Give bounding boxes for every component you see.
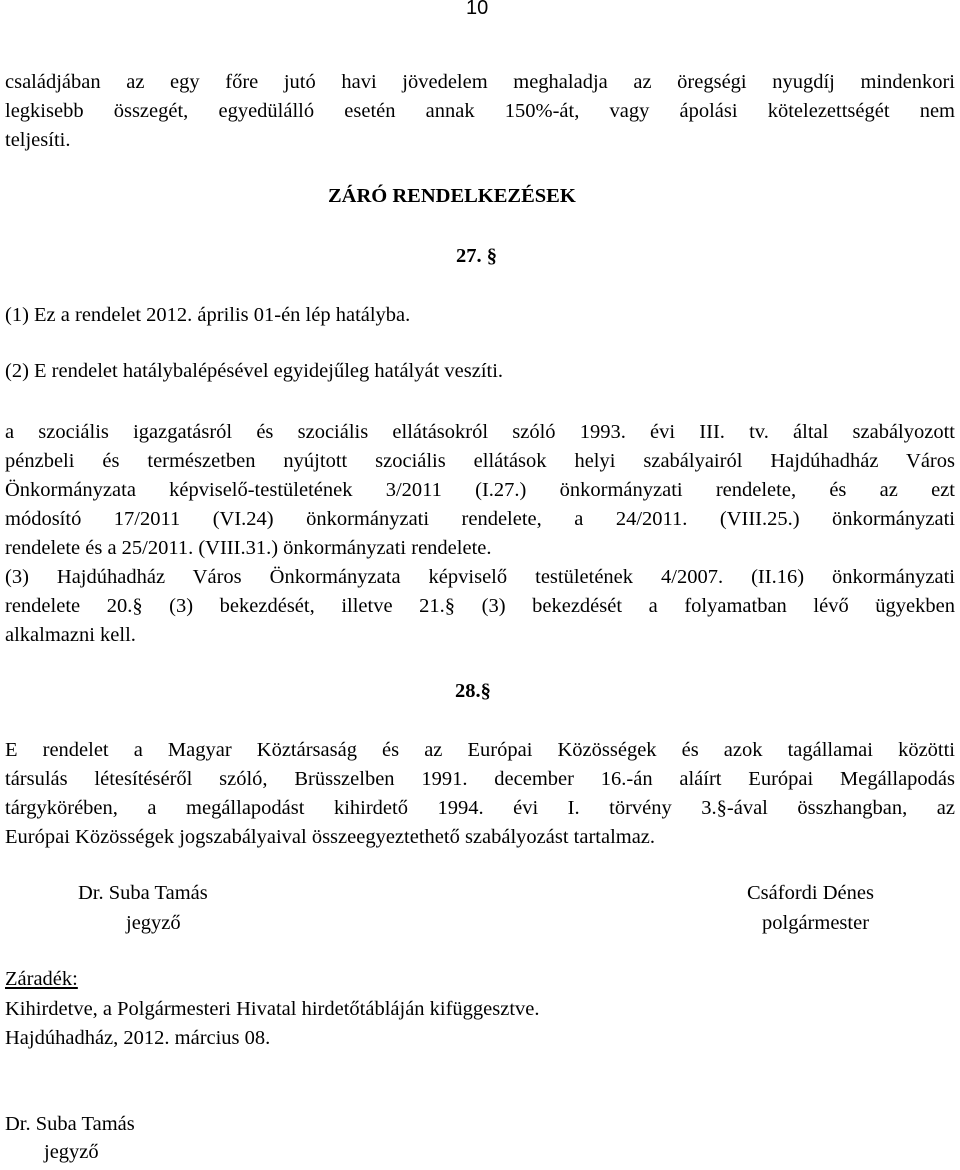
paragraph-27-body — [5, 418, 955, 650]
text-line: tárgykörében, a megállapodást kihirdető 1994. évi I. törvény 3.§-ával összhangban, az — [5, 797, 955, 819]
text-line: alkalmazni kell. — [5, 624, 136, 646]
text-line: legkisebb összegét, egyedülálló esetén annak 150%-át, vagy ápolási kötelezettségét nem — [5, 100, 955, 122]
clause-line-1: Kihirdetve, a Polgármesteri Hivatal hirdetőtábláján kifüggesztve. — [5, 998, 540, 1020]
text-line: társulás létesítéséről szóló, Brüsszelben 1991. december 16.-án aláírt Európai Megállapodás — [5, 768, 955, 790]
text-line: rendelete és a 25/2011. (VIII.31.) önkormányzati rendelete. — [5, 537, 492, 559]
text-line: a szociális igazgatásról és szociális ellátásokról szóló 1993. évi III. tv. által szabályozott — [5, 421, 955, 443]
text-line: E rendelet a Magyar Köztársaság és az Európai Közösségek és azok tagállamai közötti — [5, 739, 955, 761]
paragraph-28-body — [5, 736, 955, 852]
final-signature-name: Dr. Suba Tamás — [5, 1113, 135, 1135]
intro-paragraph — [5, 68, 955, 155]
final-signature-title: jegyző — [44, 1141, 99, 1163]
paragraph-27-item-1: (1) Ez a rendelet 2012. április 01-én lép hatályba. — [5, 304, 411, 326]
text-line: módosító 17/2011 (VI.24) önkormányzati rendelete, a 24/2011. (VIII.25.) önkormányzati — [5, 508, 955, 530]
text-line: Európai Közösségek jogszabályaival összeegyeztethető szabályozást tartalmaz. — [5, 826, 656, 848]
signature-left-name: Dr. Suba Tamás — [78, 882, 208, 904]
section-title: ZÁRÓ RENDELKEZÉSEK — [328, 185, 576, 207]
text-line: (3) Hajdúhadház Város Önkormányzata képviselő testületének 4/2007. (II.16) önkormányzati — [5, 566, 955, 588]
page-number: 10 — [466, 0, 489, 19]
signature-left-title: jegyző — [126, 912, 181, 934]
paragraph-number-28: 28.§ — [455, 680, 491, 702]
paragraph-27-item-2: (2) E rendelet hatálybalépésével egyidejűleg hatályát veszíti. — [5, 360, 504, 382]
text-line: rendelete 20.§ (3) bekezdését, illetve 21.§ (3) bekezdését a folyamatban lévő ügyekben — [5, 595, 955, 617]
signature-right-name: Csáfordi Dénes — [747, 882, 874, 904]
paragraph-number-27: 27. § — [456, 245, 497, 267]
text-line: Önkormányzata képviselő-testületének 3/2011 (I.27.) önkormányzati rendelete, és az ezt — [5, 479, 955, 501]
signature-right-title: polgármester — [762, 912, 870, 934]
clause-line-2: Hajdúhadház, 2012. március 08. — [5, 1027, 271, 1049]
clause-label: Záradék: — [5, 968, 78, 990]
text-line: családjában az egy főre jutó havi jövedelem meghaladja az öregségi nyugdíj mindenkori — [5, 71, 955, 93]
text-line: pénzbeli és természetben nyújtott szociális ellátások helyi szabályairól Hajdúhadház Város — [5, 450, 955, 472]
text-line: teljesíti. — [5, 129, 71, 151]
